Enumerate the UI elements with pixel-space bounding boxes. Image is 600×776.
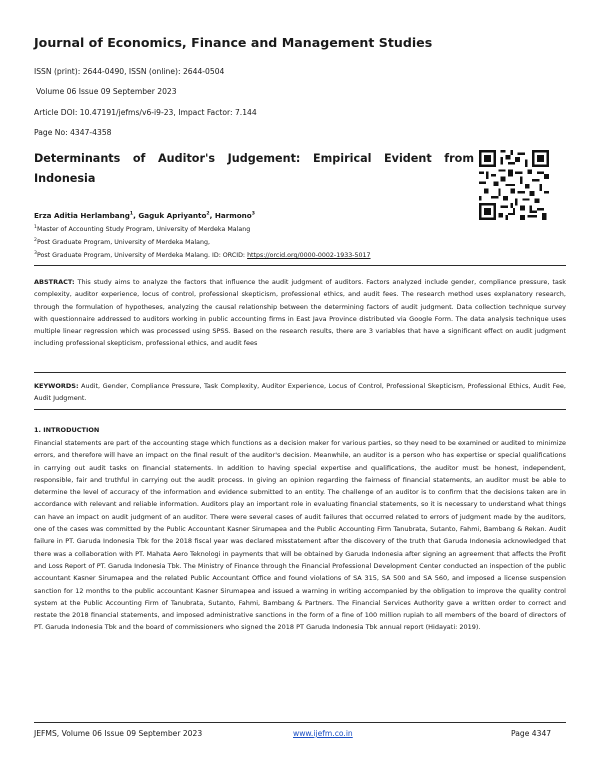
journal-website-link[interactable]: www.ijefm.co.in xyxy=(293,729,353,738)
article-title: Determinants of Auditor's Judgement: Empirical Evident from Indonesia xyxy=(34,152,474,185)
footer-divider xyxy=(34,722,566,723)
affiliation-2: $^2$Post Graduate Program, University of Merdeka Malang, xyxy=(34,238,210,247)
divider xyxy=(34,265,566,266)
divider xyxy=(34,409,566,410)
author-list: Erza Aditia Herlambang$^1$, Gaguk Apriyanto$^2$, Harmono$^3$ xyxy=(34,211,255,220)
abstract xyxy=(34,276,566,350)
orcid-link[interactable]: https://orcid.org/0000-0002-1933-5017 xyxy=(247,252,371,260)
keywords-label: KEYWORDS: xyxy=(34,382,79,390)
keywords-text: Audit, Gender, Compliance Pressure, Task Complexity, Auditor Experience, Locus of Control, Professional Skepticism, Professional Ethics, Audit Fee, Audit Judgment. xyxy=(34,382,566,403)
footer-citation: JEFMS, Volume 06 Issue 09 September 2023 xyxy=(34,729,203,738)
journal-title: Journal of Economics, Finance and Management Studies xyxy=(34,35,433,50)
abstract-text: This study aims to analyze the factors that influence the audit judgment of auditors. Factors analyzed include gender, compliance pressure, task complexity, auditor experience, locus of control, professional skepticism, professional ethics, and audit fees. The research method uses explanatory research, through the formulation of hypotheses, analyzing the causal relationship between the determining factors of audit judgment. Data collection technique survey with questionnaire addressed to auditors working in public accounting firms in East Java Province distributed via Google Form. The data analysis technique uses multiple linear regression which was processed using SPSS. Based on the research results, there are 3 variables that have a significant effect on audit judgment including professional skepticism, professional ethics, and audit fees xyxy=(34,278,567,348)
volume-line: Volume 06 Issue 09 September 2023 xyxy=(36,87,177,96)
author-name: Erza Aditia Herlambang xyxy=(34,211,130,220)
page-number: Page 4347 xyxy=(511,729,552,738)
keywords xyxy=(34,380,566,405)
abstract-label: ABSTRACT: xyxy=(34,278,75,286)
qr-code-icon xyxy=(479,150,549,220)
page-range: Page No: 4347-4358 xyxy=(34,128,112,137)
affiliation-3: $^3$Post Graduate Program, University of Merdeka Malang. ID: ORCID: https://orcid.org/0000-0002-1933-5017 xyxy=(34,251,371,260)
affiliation-1: $^1$Master of Accounting Study Program, University of Merdeka Malang xyxy=(34,225,251,234)
section-heading: 1. INTRODUCTION xyxy=(34,426,100,434)
issn-line: ISSN (print): 2644-0490, ISSN (online): 2644-0504 xyxy=(34,67,225,76)
doi-line: Article DOI: 10.47191/jefms/v6-i9-23, Impact Factor: 7.144 xyxy=(34,108,257,117)
author-name: Gaguk Apriyanto xyxy=(138,211,207,220)
introduction-body: Financial statements are part of the accounting stage which functions as a decision maker for various parties, so they need to be examined or audited to minimize errors, and therefore will have an impact on the final result of the auditor's decision. Meanwhile, an auditor is a person who has expertise or special qualifications in carrying out audit tasks on financial statements. In addition to having special expertise and qualifications, the auditor must be honest, independent, responsible, fair and truthful in carrying out the audit process. In giving an opinion regarding the fairness of financial statements, an auditor must be able to determine the level of accuracy of the information and evidence submitted to an entity. The challenge of an auditor is to confirm that the decisions taken are in accordance with relevant and reliable information. Auditors play an important role in evaluating financial statements, so it is necessary to understand what things can have an impact on audit judgment of an auditor. There were several cases of audit failures that occurred related to errors of judgment made by the auditors, one of the cases was committed by the Public Accountant Kasner Sirumapea and the Public Accounting Firm Tanubrata, Sutanto, Fahmi, Bambang & Rekan. Audit failure in PT. Garuda Indonesia Tbk for the 2018 fiscal year was declared misstatement after the discovery of the truth that Garuda Indonesia acknowledged that there was a collaboration with PT. Mahata Aero Teknologi in payments that will be obtained by Garuda Indonesia after signing an agreement that affects the Profit and Loss Report of PT. Garuda Indonesia Tbk. The Ministry of Finance through the Financial Professional Development Center conducted an inspection of the public accountant Kasner Sirumapea and the related Public Accountant Office and found violations of SA 315, SA 500 and SA 560, and imposed a license suspension sanction for 12 months to the public accountant Kasner Sirumapea and issued a warning in writing accompanied by the obligation to improve the quality control system at the Public Accounting Firm of Tanubrata, Sutanto, Fahmi, Bambang & Partners. The Financial Services Authority gave a written order to correct and restate the 2018 financial statements, and imposed administrative sanctions in the form of a fine of 100 million rupiah to all members of the board of directors of PT. Garuda Indonesia Tbk and the board of commissioners who signed the 2018 PT Garuda Indonesia Tbk annual report (Hidayati: 2019). xyxy=(34,439,566,632)
author-name: Harmono xyxy=(214,211,252,220)
divider xyxy=(34,372,566,373)
